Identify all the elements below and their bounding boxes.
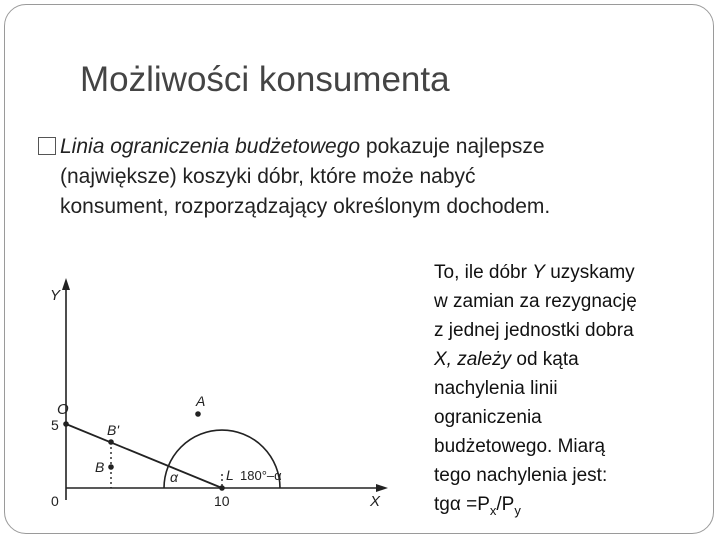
formula-sub-x: x bbox=[489, 502, 497, 518]
x-axis-label: X bbox=[370, 493, 381, 510]
side-line-1-text-a: To, ile dóbr bbox=[434, 262, 533, 283]
side-line-7: budżetowego. Miarą bbox=[434, 436, 606, 457]
side-line-5: nachylenia linii bbox=[434, 378, 558, 399]
origin-label: 0 bbox=[51, 493, 59, 509]
x-axis-arrow-icon bbox=[376, 484, 388, 492]
side-line-2: w zamian za rezygnację bbox=[434, 291, 637, 312]
side-line-1 bbox=[434, 258, 704, 287]
side-line-4 bbox=[434, 345, 704, 374]
slope-explanation bbox=[434, 258, 704, 525]
point-b-prime-dot bbox=[108, 439, 114, 445]
point-b-prime-label: B' bbox=[107, 422, 120, 438]
budget-line-diagram bbox=[40, 272, 400, 522]
bullet-line-1-text: pokazuje najlepsze bbox=[360, 135, 545, 158]
point-o-dot bbox=[63, 421, 69, 427]
slope-formula bbox=[434, 490, 704, 525]
slide-title: Możliwości konsumenta bbox=[80, 60, 450, 99]
point-a-dot bbox=[195, 411, 201, 417]
side-line-4-text: od kąta bbox=[511, 349, 579, 370]
formula-part-b: /P bbox=[496, 494, 515, 515]
bullet-line-3: konsument, rozporządzający określonym dochodem. bbox=[60, 195, 551, 218]
side-line-1-text-c: uzyskamy bbox=[544, 262, 635, 283]
point-l-dot bbox=[219, 485, 225, 491]
formula-part-a: tgα =P bbox=[434, 494, 490, 515]
point-a-label: A bbox=[196, 393, 206, 409]
point-l-label: L bbox=[226, 467, 234, 483]
y-axis-arrow-icon bbox=[62, 278, 70, 290]
side-line-4-italic: X, zależy bbox=[434, 349, 512, 370]
formula-sub-y: y bbox=[514, 502, 521, 518]
bullet-italic-term: Linia ograniczenia budżetowego bbox=[60, 135, 361, 158]
point-o-label: O bbox=[57, 401, 69, 418]
budget-line bbox=[66, 424, 222, 488]
side-line-6: ograniczenia bbox=[434, 407, 542, 428]
bullet-box-icon bbox=[38, 137, 56, 155]
bullet-paragraph bbox=[38, 132, 698, 222]
y-axis-label: Y bbox=[50, 287, 61, 304]
bullet-line-1 bbox=[38, 132, 698, 162]
x-tick-label: 10 bbox=[214, 493, 230, 509]
alpha-label: α bbox=[170, 469, 178, 485]
side-line-1-y: Y bbox=[532, 262, 545, 283]
side-line-8: tego nachylenia jest: bbox=[434, 465, 608, 486]
point-b-dot bbox=[108, 464, 114, 470]
y-tick-label: 5 bbox=[51, 417, 59, 433]
side-line-3: z jednej jednostki dobra bbox=[434, 320, 634, 341]
point-b-label: B bbox=[95, 459, 105, 475]
supplementary-angle-label: 180°–α bbox=[240, 468, 282, 483]
bullet-line-2: (największe) koszyki dóbr, które może nabyć bbox=[60, 165, 476, 188]
